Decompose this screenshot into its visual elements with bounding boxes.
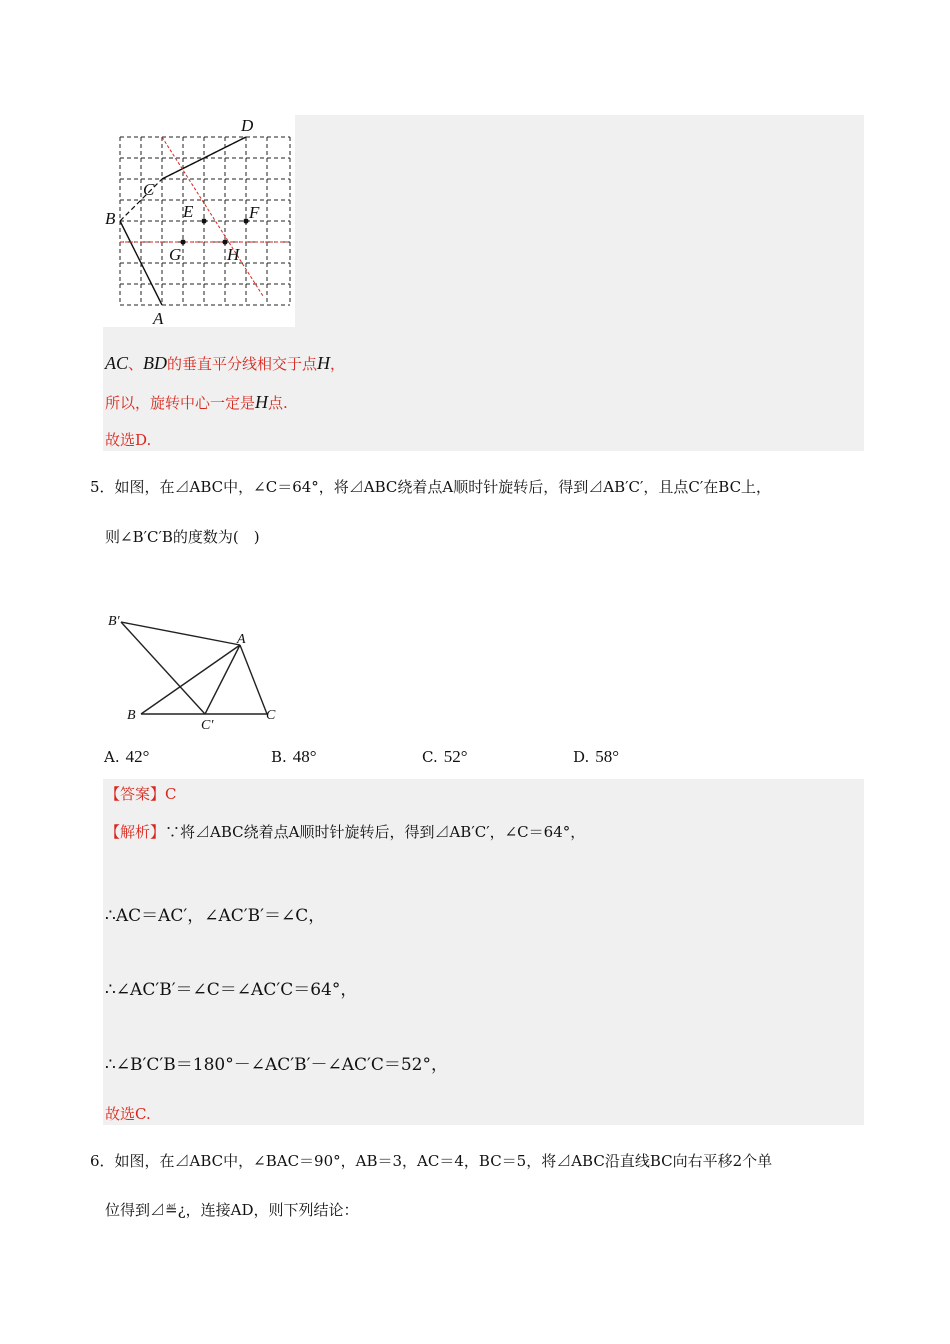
q6-line2: 位得到⊿≝¿，连接AD，则下列结论：: [105, 1201, 359, 1219]
label-e: E: [183, 202, 194, 221]
fig5-label-c: C: [266, 708, 276, 723]
fig5-label-bprime: B′: [108, 614, 120, 629]
solution4-line1: AC、BD的垂直平分线相交于点H，: [105, 353, 346, 373]
label-a: A: [153, 309, 164, 327]
q6-line1: 6．如图，在⊿ABC中，∠BAC＝90°，AB＝3，AC＝4，BC＝5，将⊿ABC沿直线BC向右平移2个单: [90, 1152, 773, 1170]
label-g: G: [169, 245, 182, 264]
option-c[interactable]: C. 52°: [422, 747, 468, 766]
option-b[interactable]: B. 48°: [271, 747, 317, 766]
label-f: F: [249, 203, 260, 222]
sol5-conclusion: 故选C.: [105, 1105, 151, 1123]
fig5-label-b: B: [127, 708, 136, 723]
q5-line2: 则∠B′C′B的度数为( ): [105, 528, 260, 546]
sol5-answer: 【答案】C: [105, 785, 177, 803]
solution4-line3: 故选D.: [105, 431, 152, 449]
label-b: B: [105, 209, 116, 228]
label-d: D: [241, 116, 254, 135]
solution4-line2: 所以，旋转中心一定是H点.: [105, 392, 288, 412]
sol5-step1: ∴AC＝AC′，∠AC′B′＝∠C，: [105, 906, 326, 926]
option-d[interactable]: D. 58°: [573, 747, 620, 766]
sol5-analysis: 【解析】∵将⊿ABC绕着点A顺时针旋转后，得到⊿AB′C′，∠C＝64°，: [105, 823, 586, 841]
option-a[interactable]: A. 42°: [104, 747, 150, 766]
grid-rotation-figure: [103, 115, 295, 327]
fig5-label-a: A: [237, 632, 246, 647]
q5-line1: 5．如图，在⊿ABC中，∠C＝64°，将⊿ABC绕着点A顺时针旋转后，得到⊿AB′C′，且点C′在BC上，: [90, 478, 772, 496]
label-h: H: [227, 245, 240, 264]
q5-triangle-figure: [103, 605, 288, 735]
sol5-step3: ∴∠B′C′B＝180°－∠AC′B′－∠AC′C＝52°，: [105, 1055, 448, 1075]
fig5-label-cprime: C′: [201, 718, 214, 733]
sol5-step2: ∴∠AC′B′＝∠C＝∠AC′C＝64°，: [105, 980, 358, 1000]
label-c: C: [143, 180, 155, 199]
